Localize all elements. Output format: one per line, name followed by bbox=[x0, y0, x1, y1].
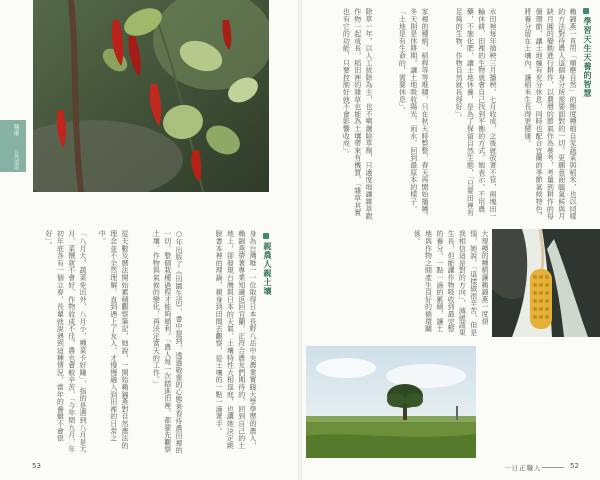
body-paragraph: ○年出版了《田園生活》，書中提到，透過敬重的心態來看待農田裡的一切，整個栽種過程才能夠順利。「農人每一次踏進田裡，都要先觀察土壤、作物與氣候的變化，再決定當天的工作。」 bbox=[152, 230, 183, 454]
chapter-tab-sublabel: 自然環境 bbox=[13, 150, 19, 170]
body-paragraph: 賴錦燕一直用「順應自然」的態度種植自家蔬菜與稻米，也以同樣的方法對待農人這個身分所需要面對的一切。更願意面臨氣候與月缺月圓的變動進行耕作，以農曆的節氣作為參考，考量到耕作的每個環節，讓土地擁有充分休息，同時也配合宜蘭的季節氣候特色，將養分留在土壤內，讓稻米生長得更健康。 bbox=[523, 8, 577, 220]
field-tree-illustration bbox=[306, 346, 476, 458]
page-number-left: 53 bbox=[32, 462, 41, 470]
body-paragraph: 水田裡每年插秧三月播秧、七月收成，之後就放著不管，兩塊田一輪休耕，田裡的生物就會自己找到平衡的方式。她表示，不用農藥，不施化肥，讓土地休養，是為了保留自然生態，「只要田裡有足夠的生物，作物自然就長得好」。 bbox=[455, 8, 497, 220]
body-paragraph: 除草一年，以人工拔除為主，也不噴灑除草劑，只適度地讓雜草跟作物一起成長，稻田裡的雜草也能為土壤帶來有機質，「雜草其實也有它的功能，只要控制好就不會影響收成」。 bbox=[342, 8, 373, 220]
running-head-rule bbox=[542, 467, 564, 468]
body-paragraph: 家裡的種植，稻稈等等堆積，只在秋天時整整，春天再開始播種，冬天則是休耕期，讓土地吸收陽光、雨水，回到最原本的樣子，「土地是有生命的，需要休息」。 bbox=[398, 8, 429, 220]
chili-pepper-illustration bbox=[33, 0, 269, 192]
section-heading: 親農人親土壤 bbox=[263, 242, 272, 296]
body-paragraph: 從天數及曆法開始累積觀察筆記，她說，一開始賴錦燕對自然農法的理念並不全然理解，直到遇上了友人，才慢慢融入到田裡的日常之中。 bbox=[98, 230, 129, 449]
chapter-tab-label: 尊重 bbox=[12, 124, 19, 136]
page-number-right: 52 bbox=[570, 462, 579, 470]
body-paragraph: 大規模的種植讓賴錦燕一度煩惱，她說，「這樣做很辛苦，但是我相信這是對的方向」，減緩蔬果生長，但能讓作物吸收到最完整的養分，一點一滴的累積，讓土地與作物之間產生良好的循環關係。 bbox=[413, 230, 489, 336]
chili-pepper-photo bbox=[33, 0, 269, 192]
running-head: 一日正職人 bbox=[504, 464, 542, 472]
section-heading-bullet bbox=[263, 233, 269, 239]
corn-photo bbox=[492, 229, 600, 337]
section-heading-bullet bbox=[583, 8, 589, 14]
body-paragraph: 「八月大，蔬菜免出外，八月小，種菜卡好賺」，指的是遇到八月是大月，菜價就不會好，作物收成不佳，農也會較辛苦，「今年閏九月，年初年底各有一個立春，長輩就說遇到這種情況，當年的養雞不會很好」。 bbox=[45, 230, 87, 453]
body-paragraph: 身為台灣唯一一位取得日本長野八岳中央農業實踐大學學歷的農人，賴錦燕帶著專業知識返回宜蘭，正符合農友們期待的，回到自己的土地上，卻發現台灣與日本的天氣、土壤特性大相逕庭，也讓她決定跳脫書本裡的理論，親身到田間去觀察，從土壤的一點一滴著手。 bbox=[215, 230, 257, 449]
field-tree-photo bbox=[306, 346, 476, 458]
corn-illustration bbox=[492, 229, 600, 337]
section-heading: 學習天生天養的智慧 bbox=[583, 17, 592, 98]
